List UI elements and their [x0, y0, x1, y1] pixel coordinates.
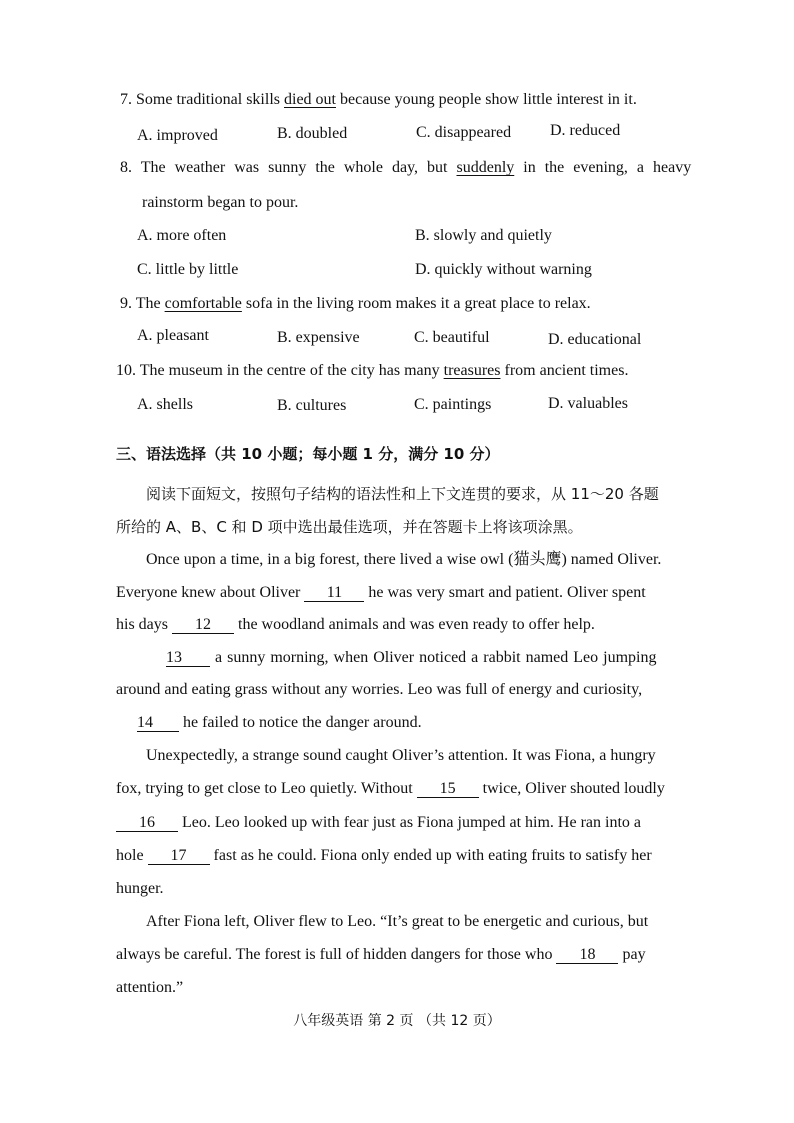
- option-a: A. shells: [137, 396, 193, 413]
- option-d: D. quickly without warning: [415, 261, 592, 278]
- option-b: B. expensive: [277, 329, 360, 346]
- option-c: C. disappeared: [416, 124, 512, 141]
- underlined-target: died out: [284, 91, 336, 108]
- option-d: D. valuables: [548, 395, 628, 412]
- passage-line: attention.”: [116, 979, 184, 996]
- option-a: A. improved: [137, 127, 218, 144]
- question-7-stem: 7. Some traditional skills died out because young people show little interest in it.: [120, 91, 637, 108]
- option-a: A. pleasant: [137, 327, 209, 344]
- option-d: D. reduced: [550, 122, 621, 139]
- question-10-stem: 10. The museum in the centre of the city has many treasures from ancient times.: [116, 362, 629, 379]
- passage-line: his days 12 the woodland animals and was even ready to offer help.: [116, 616, 595, 633]
- passage-line: hunger.: [116, 880, 164, 897]
- instruction-line-1: 阅读下面短文，按照句子结构的语法性和上下文连贯的要求，从 11～20 各题: [146, 485, 659, 503]
- passage-line: 16 Leo. Leo looked up with fear just as Fiona jumped at him. He ran into a: [116, 813, 641, 833]
- blank-13: 13: [166, 649, 210, 667]
- blank-15: 15: [417, 780, 479, 798]
- passage-line: 13 a sunny morning, when Oliver noticed a rabbit named Leo jumping: [166, 649, 657, 666]
- option-c: C. little by little: [137, 261, 239, 278]
- option-c: C. paintings: [414, 396, 492, 413]
- passage-line: Once upon a time, in a big forest, there lived a wise owl (猫头鹰) named Oliver.: [146, 551, 662, 568]
- blank-16: 16: [116, 814, 178, 832]
- underlined-target: suddenly: [456, 159, 515, 176]
- option-b: B. doubled: [277, 125, 348, 142]
- option-b: B. slowly and quietly: [415, 227, 552, 244]
- question-9-stem: 9. The comfortable sofa in the living room makes it a great place to relax.: [120, 295, 591, 312]
- option-d: D. educational: [548, 331, 642, 348]
- section-heading: 三、语法选择（共 10 小题；每小题 1 分，满分 10 分）: [116, 445, 500, 463]
- passage-line: around and eating grass without any worries. Leo was full of energy and curiosity,: [116, 681, 643, 698]
- option-a: A. more often: [137, 227, 227, 244]
- underlined-target: treasures: [443, 362, 501, 379]
- passage-line: Everyone knew about Oliver 11 he was very smart and patient. Oliver spent: [116, 584, 646, 601]
- blank-18: 18: [556, 946, 618, 964]
- option-c: C. beautiful: [414, 329, 490, 346]
- passage-line: After Fiona left, Oliver flew to Leo. “It’s great to be energetic and curious, but: [146, 913, 649, 930]
- passage-line: always be careful. The forest is full of hidden dangers for those who 18 pay: [116, 946, 646, 963]
- passage-line: Unexpectedly, a strange sound caught Oliver’s attention. It was Fiona, a hungry: [146, 747, 656, 764]
- passage-line: fox, trying to get close to Leo quietly. Without 15 twice, Oliver shouted loudly: [116, 780, 665, 797]
- blank-17: 17: [148, 847, 210, 865]
- blank-14: 14: [137, 714, 179, 732]
- question-8-stem-continued: rainstorm began to pour.: [142, 194, 299, 211]
- passage-line: hole 17 fast as he could. Fiona only ended up with eating fruits to satisfy her: [116, 847, 652, 864]
- question-8-stem: 8. The weather was sunny the whole day, but suddenly in the evening, a heavy: [120, 159, 692, 176]
- underlined-target: comfortable: [164, 295, 242, 312]
- page-footer: 八年级英语 第 2 页 （共 12 页）: [293, 1013, 501, 1029]
- instruction-line-2: 所给的 A、B、C 和 D 项中选出最佳选项，并在答题卡上将该项涂黑。: [116, 518, 583, 536]
- blank-11: 11: [304, 584, 364, 602]
- blank-12: 12: [172, 616, 234, 634]
- option-b: B. cultures: [277, 397, 347, 414]
- passage-line: 14 he failed to notice the danger around.: [137, 714, 422, 731]
